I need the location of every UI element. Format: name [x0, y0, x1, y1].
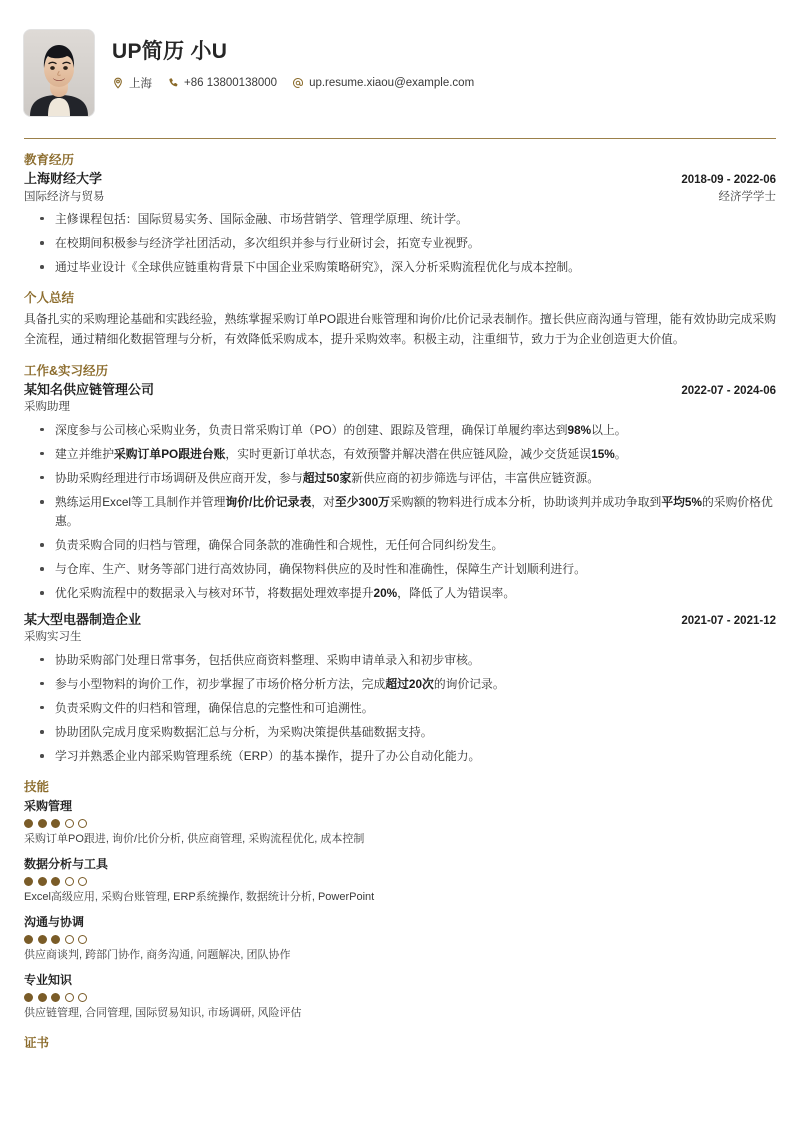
- bullet-item: [24, 445, 776, 464]
- bullet-text: ，实时更新订单状态，有效预警并解决潜在供应链风险，减少交货延误: [225, 446, 592, 461]
- page-title: UP简历 小U: [112, 40, 228, 63]
- bullet-text: 的采购价格优惠。: [55, 495, 773, 529]
- bullet-text: ，降低了人为错误率。: [397, 586, 516, 601]
- rating-dot-filled: [51, 877, 60, 886]
- experience-bullet-list: [24, 421, 776, 604]
- rating-dot-empty: [65, 993, 74, 1002]
- rating-dot-filled: [24, 993, 33, 1002]
- skill-name: 数据分析与工具: [24, 857, 109, 872]
- bullet-highlight: 询价/比价记录表: [225, 495, 312, 510]
- rating-dot-empty: [65, 935, 74, 944]
- skill-block: [24, 797, 776, 848]
- bullet-text: 熟练运用Excel等工具制作并管理: [55, 495, 226, 510]
- rating-dot-filled: [38, 935, 47, 944]
- bullet-text: 与仓库、生产、财务等部门进行高效协同，确保物料供应的及时性和准确性，保障生产计划顺利进行。: [55, 562, 586, 577]
- section-experience: [24, 363, 776, 766]
- bullet-item: [24, 723, 776, 742]
- experience-entry: [24, 611, 776, 767]
- skill-block: [24, 913, 776, 964]
- identity-block: [112, 30, 474, 91]
- bullet-item: [24, 421, 776, 440]
- bullet-text: 负责采购合同的归档与管理，确保合同条款的准确性和合规性，无任何合同纠纷发生。: [55, 538, 504, 553]
- rating-dot-empty: [65, 877, 74, 886]
- bullet-item: [24, 258, 776, 277]
- bullet-text: 主修课程包括：国际贸易实务、国际金融、市场营销学、管理学原理、统计学。: [55, 211, 468, 226]
- rating-dot-empty: [78, 877, 87, 886]
- rating-dot-filled: [24, 877, 33, 886]
- experience-company: 某知名供应链管理公司: [24, 381, 155, 397]
- bullet-highlight: 超过20次: [385, 676, 434, 691]
- header-divider: [24, 138, 776, 139]
- bullet-text: 协助采购经理进行市场调研及供应商开发，参与: [55, 470, 303, 485]
- bullet-text: 深度参与公司核心采购业务，负责日常采购订单（PO）的创建、跟踪及管理，确保订单履约率达到: [55, 422, 568, 437]
- skill-block: [24, 971, 776, 1022]
- bullet-text: 。: [614, 446, 627, 461]
- bullet-highlight: 平均5%: [661, 495, 702, 510]
- skill-items: 供应商谈判, 跨部门协作, 商务沟通, 问题解决, 团队协作: [24, 949, 291, 962]
- rating-dot-empty: [78, 993, 87, 1002]
- portrait-photo-icon: [24, 30, 94, 116]
- education-entry-sub: [24, 189, 776, 206]
- education-date: 2018-09 - 2022-06: [681, 173, 776, 186]
- bullet-highlight: 98%: [567, 422, 592, 437]
- skill-items: 采购订单PO跟进, 询价/比价分析, 供应商管理, 采购流程优化, 成本控制: [24, 833, 365, 846]
- education-bullet-list: [24, 210, 776, 277]
- bullet-text: 优化采购流程中的数据录入与核对环节，将数据处理效率提升: [55, 586, 374, 601]
- bullet-item: [24, 675, 776, 694]
- experience-position: 采购助理: [24, 401, 70, 414]
- experience-date: 2022-07 - 2024-06: [681, 384, 776, 397]
- skill-items: 供应链管理, 合同管理, 国际贸易知识, 市场调研, 风险评估: [24, 1007, 302, 1020]
- bullet-item: [24, 699, 776, 718]
- email-at-icon: [292, 77, 304, 89]
- summary-text: 具备扎实的采购理论基础和实践经验，熟练掌握采购订单PO跟进台账管理和询价/比价记录表制作。擅长供应商沟通与管理，能有效协助完成采购全流程，通过精细化数据管理与分析，有效降低采购成本，提升采购效率。积极主动，注重细节，致力于为企业创造更大价值。: [24, 312, 776, 347]
- education-degree: 经济学学士: [718, 190, 776, 203]
- rating-dot-empty: [78, 935, 87, 944]
- bullet-text: 通过毕业设计《全球供应链重构背景下中国企业采购策略研究》，深入分析采购流程优化与成本控制。: [55, 260, 580, 275]
- section-skills: [24, 779, 776, 1022]
- rating-dot-filled: [24, 935, 33, 944]
- resume-header: [24, 0, 776, 116]
- bullet-item: [24, 560, 776, 579]
- rating-dot-filled: [24, 819, 33, 828]
- experience-company: 某大型电器制造企业: [24, 611, 142, 627]
- section-summary: [24, 290, 776, 349]
- bullet-text: 的询价记录。: [433, 676, 505, 691]
- section-title-experience: 工作&实习经历: [24, 363, 109, 378]
- rating-dot-empty: [78, 819, 87, 828]
- contact-email: [292, 77, 474, 89]
- bullet-text: 参与小型物料的询价工作，初步掌握了市场价格分析方法，完成: [55, 676, 386, 691]
- experience-date: 2021-07 - 2021-12: [681, 614, 776, 627]
- section-title-certificates: 证书: [24, 1036, 50, 1051]
- skill-rating: [24, 935, 776, 944]
- experience-entry-sub: [24, 399, 776, 416]
- contact-phone: [167, 77, 277, 89]
- skill-name: 沟通与协调: [24, 915, 85, 930]
- contact-location: [112, 75, 152, 91]
- bullet-text: 新供应商的初步筛选与评估，丰富供应链资源。: [351, 470, 600, 485]
- experience-bullet-list: [24, 651, 776, 767]
- bullet-item: [24, 584, 776, 603]
- skill-block: [24, 855, 776, 906]
- bullet-item: [24, 747, 776, 766]
- section-title-summary: 个人总结: [24, 291, 75, 306]
- bullet-text: 采购额的物料进行成本分析，协助谈判并成功争取到: [389, 495, 662, 510]
- contact-row: [112, 75, 474, 91]
- bullet-text: 负责采购文件的归档和管理，确保信息的完整性和可追溯性。: [55, 700, 374, 715]
- bullet-text: 建立并维护: [55, 446, 114, 461]
- education-entry: [24, 170, 776, 277]
- bullet-highlight: 超过50家: [302, 470, 352, 485]
- rating-dot-filled: [38, 819, 47, 828]
- skill-name: 采购管理: [24, 799, 73, 814]
- section-education: [24, 152, 776, 277]
- bullet-item: [24, 536, 776, 555]
- bullet-highlight: 采购订单PO跟进台账: [114, 446, 226, 461]
- avatar: [24, 30, 94, 116]
- bullet-text: 以上。: [591, 422, 627, 437]
- experience-position: 采购实习生: [24, 631, 82, 644]
- contact-phone-text: +86 13800138000: [184, 77, 278, 90]
- experience-entry-head: [24, 611, 776, 630]
- rating-dot-filled: [51, 819, 60, 828]
- bullet-highlight: 20%: [373, 586, 398, 601]
- bullet-item: [24, 234, 776, 253]
- phone-icon: [167, 77, 179, 89]
- skill-name: 专业知识: [24, 973, 73, 988]
- section-title-skills: 技能: [24, 780, 50, 795]
- education-school: 上海财经大学: [24, 170, 103, 186]
- contact-location-text: 上海: [129, 78, 152, 91]
- skill-items: Excel高级应用, 采购台账管理, ERP系统操作, 数据统计分析, PowerPoint: [24, 891, 375, 904]
- bullet-item: [24, 651, 776, 670]
- bullet-text: 协助采购部门处理日常事务，包括供应商资料整理、采购申请单录入和初步审核。: [55, 652, 480, 667]
- experience-entry: [24, 381, 776, 604]
- location-pin-icon: [112, 77, 124, 89]
- section-certificates: [24, 1035, 776, 1052]
- bullet-text: 协助团队完成月度采购数据汇总与分析，为采购决策提供基础数据支持。: [55, 725, 433, 739]
- experience-entry-head: [24, 381, 776, 400]
- skills-list: [24, 797, 776, 1022]
- bullet-item: [24, 469, 776, 488]
- bullet-highlight: 至少300万: [334, 495, 390, 510]
- contact-email-text: up.resume.xiaou@example.com: [309, 77, 475, 90]
- rating-dot-filled: [51, 993, 60, 1002]
- education-entry-head: [24, 170, 776, 189]
- rating-dot-filled: [38, 993, 47, 1002]
- education-major: 国际经济与贸易: [24, 190, 105, 203]
- bullet-item: [24, 210, 776, 229]
- bullet-text: 学习并熟悉企业内部采购管理系统（ERP）的基本操作，提升了办公自动化能力。: [55, 749, 481, 764]
- rating-dot-filled: [38, 877, 47, 886]
- skill-rating: [24, 877, 776, 886]
- rating-dot-filled: [51, 935, 60, 944]
- rating-dot-empty: [65, 819, 74, 828]
- skill-rating: [24, 993, 776, 1002]
- bullet-text: ，对: [311, 495, 335, 510]
- bullet-highlight: 15%: [591, 446, 615, 461]
- bullet-text: 在校期间积极参与经济学社团活动，多次组织并参与行业研讨会，拓宽专业视野。: [55, 236, 480, 251]
- section-title-education: 教育经历: [24, 153, 75, 167]
- bullet-item: [24, 493, 776, 531]
- experience-entry-sub: [24, 629, 776, 646]
- skill-rating: [24, 819, 776, 828]
